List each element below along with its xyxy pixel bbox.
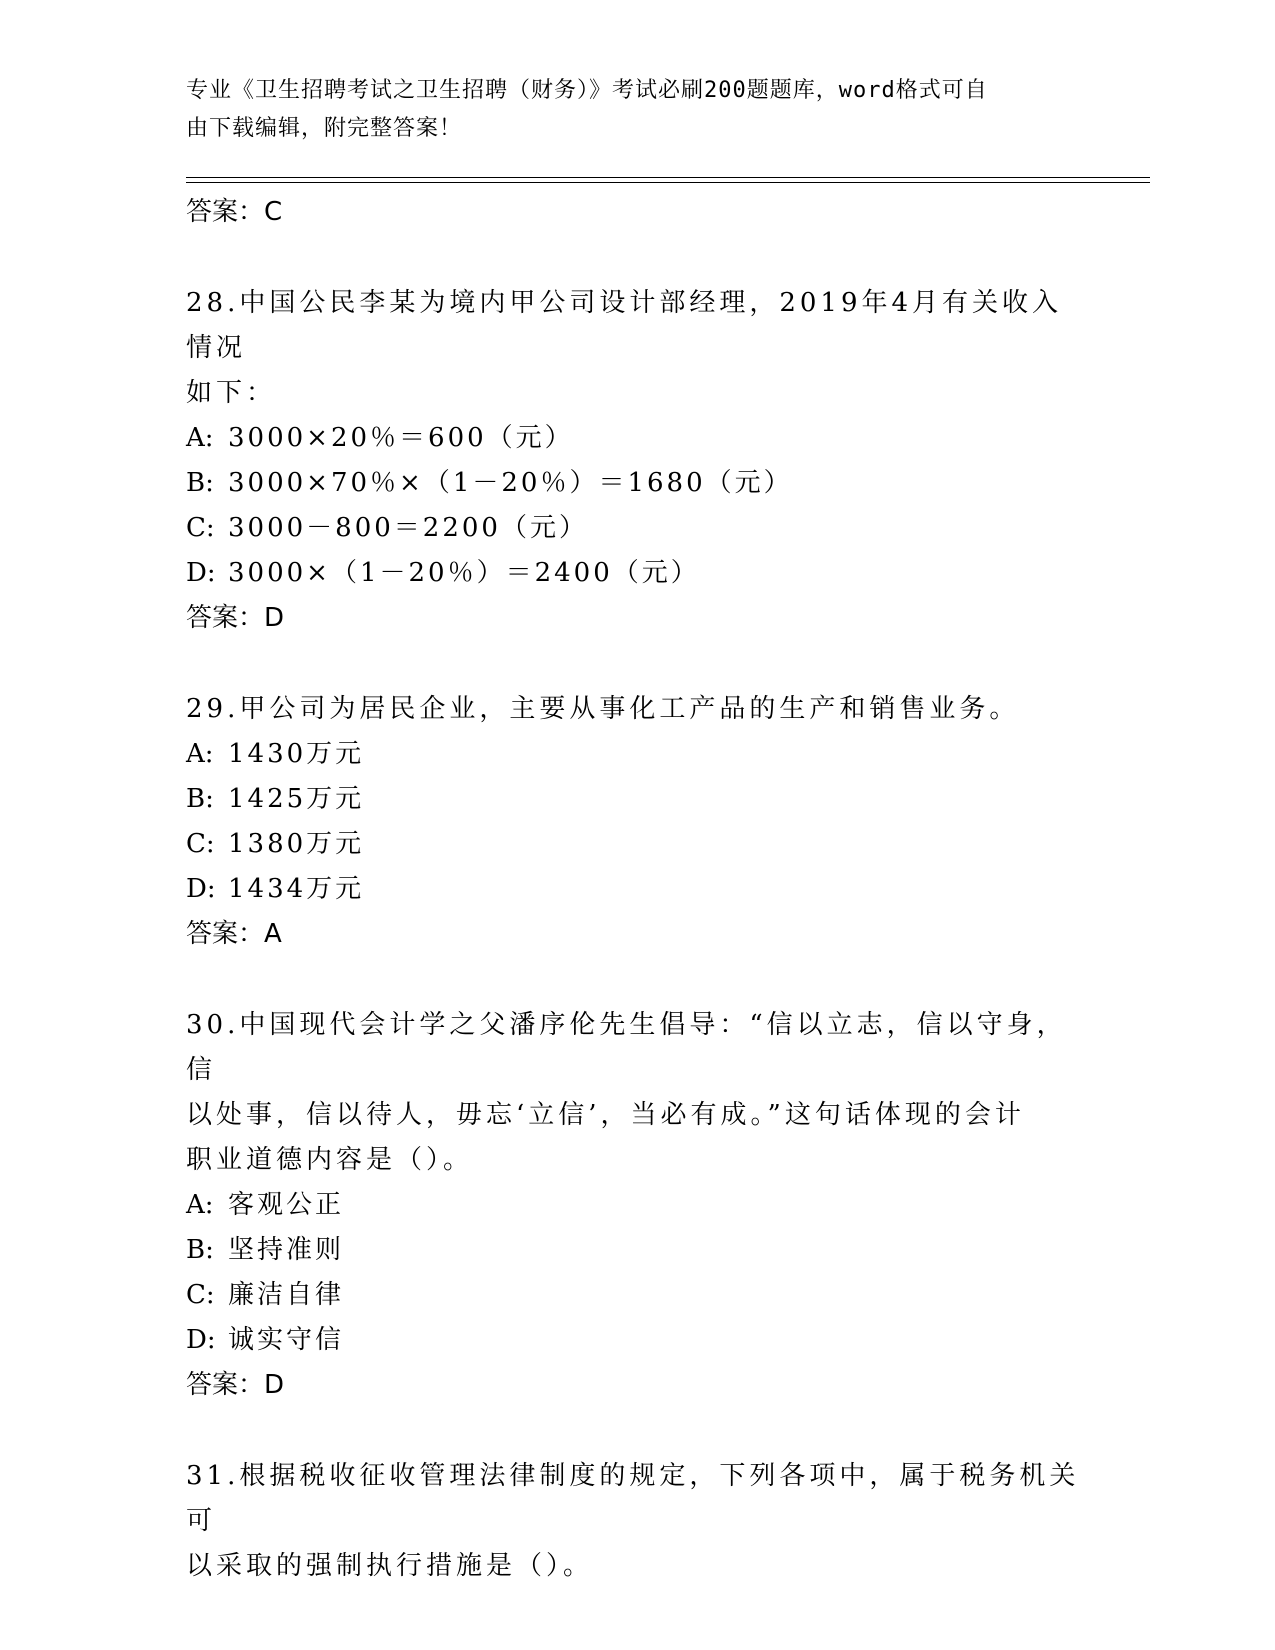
stem-line: 29.甲公司为居民企业，主要从事化工产品的生产和销售业务。	[186, 694, 1020, 724]
option-text: 客观公正	[228, 1190, 345, 1220]
option-letter: C:	[186, 1280, 215, 1310]
option-c	[186, 1273, 1086, 1318]
question-29-stem	[186, 687, 1086, 732]
option-d	[186, 867, 1086, 912]
option-letter: B:	[186, 468, 214, 498]
stem-line: 以采取的强制执行措施是（）。	[186, 1551, 594, 1581]
stem-line: 30.中国现代会计学之父潘序伦先生倡导：“信以立志，信以守身，信	[186, 1010, 1067, 1085]
option-text: 1425万元	[228, 784, 365, 814]
stem-line: 如下：	[186, 378, 277, 408]
option-text: 廉洁自律	[228, 1280, 345, 1310]
option-letter: B:	[186, 784, 214, 814]
option-text: 诚实守信	[228, 1325, 345, 1355]
option-letter: D:	[186, 558, 216, 588]
option-letter: A:	[186, 739, 214, 769]
option-text: 1430万元	[228, 739, 365, 769]
option-text: 3000－800＝2200（元）	[228, 513, 588, 543]
option-a	[186, 416, 1086, 461]
prev-answer: 答案：C	[186, 197, 283, 227]
question-30-stem	[186, 1003, 1086, 1183]
stem-line: 以处事，信以待人，毋忘‘立信’，当必有成。”这句话体现的会计	[186, 1100, 1025, 1130]
option-text: 1434万元	[228, 874, 365, 904]
stem-line: 职业道德内容是（）。	[186, 1145, 474, 1175]
question-31-stem	[186, 1454, 1086, 1589]
question-29-answer: 答案：A	[186, 919, 282, 949]
option-letter: C:	[186, 513, 215, 543]
option-letter: C:	[186, 829, 215, 859]
header-rule-top	[186, 177, 1150, 178]
question-list	[186, 190, 1086, 1589]
option-letter: D:	[186, 874, 216, 904]
page-header	[186, 72, 1066, 148]
option-b	[186, 1228, 1086, 1273]
option-c	[186, 506, 1086, 551]
stem-line: 31.根据税收征收管理法律制度的规定，下列各项中，属于税务机关可	[186, 1461, 1080, 1536]
option-c	[186, 822, 1086, 867]
option-letter: B:	[186, 1235, 214, 1265]
option-a	[186, 1183, 1086, 1228]
header-rule-bottom	[186, 182, 1150, 183]
option-letter: A:	[186, 1190, 214, 1220]
option-b	[186, 461, 1086, 506]
option-d	[186, 551, 1086, 596]
option-b	[186, 777, 1086, 822]
question-30-answer: 答案：D	[186, 1370, 285, 1400]
option-a	[186, 732, 1086, 777]
option-text: 1380万元	[228, 829, 365, 859]
option-d	[186, 1318, 1086, 1363]
option-text: 3000×20％＝600（元）	[228, 423, 574, 453]
header-line-1: 专业《卫生招聘考试之卫生招聘（财务）》考试必刷200题题库，word格式可自	[186, 78, 988, 103]
option-text: 3000×（1－20％）＝2400（元）	[228, 558, 700, 588]
option-letter: D:	[186, 1325, 216, 1355]
option-text: 坚持准则	[228, 1235, 345, 1265]
option-text: 3000×70％×（1－20％）＝1680（元）	[228, 468, 793, 498]
stem-line: 28.中国公民李某为境内甲公司设计部经理，2019年4月有关收入情况	[186, 288, 1063, 363]
option-letter: A:	[186, 423, 214, 453]
header-line-2: 由下载编辑，附完整答案！	[186, 116, 463, 141]
question-28-stem	[186, 281, 1086, 416]
question-28-answer: 答案：D	[186, 603, 285, 633]
